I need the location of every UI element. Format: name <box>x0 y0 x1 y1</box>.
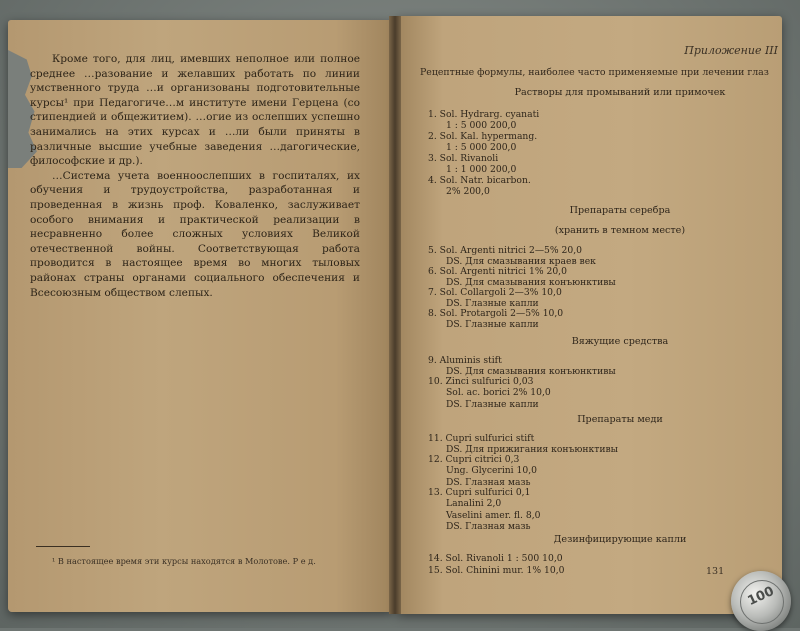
recipe-line: DS. Глазная мазь <box>446 521 531 533</box>
recipe-line: Sol. ac. borici 2% 10,0 <box>446 387 551 399</box>
recipe-line: 7. Sol. Collargoli 2—3% 10,0 <box>428 287 562 298</box>
appendix-title: Приложение III <box>684 44 778 57</box>
recipe-item <box>428 376 758 410</box>
recipe-item <box>428 454 758 488</box>
recipe-line: Lanalini 2,0 <box>446 498 502 510</box>
recipe-item <box>428 245 758 268</box>
footnote-divider <box>36 546 90 547</box>
recipe-item <box>428 131 758 154</box>
recipe-item <box>428 175 758 198</box>
coin-label: 100 <box>745 583 777 610</box>
recipe-line: DS. Для смазывания конъюнктивы <box>446 277 616 289</box>
recipe-line: 1. Sol. Hydrarg. cyanati <box>428 109 540 120</box>
recipe-line: 3. Sol. Rivanoli <box>428 153 499 164</box>
recipe-line: 6. Sol. Argenti nitrici 1% 20,0 <box>428 266 567 277</box>
left-page-text <box>30 52 360 300</box>
section-title: Дезинфицирующие капли <box>553 534 687 545</box>
recipe-line: DS. Глазные капли <box>446 398 539 410</box>
recipe-line: 13. Cupri sulfurici 0,1 <box>428 487 531 498</box>
paragraph: …Система учета военноослепших в госпиталях, их обучения и трудоустройства, разработанная и проведенная в жизнь проф. Коваленко, заслуживает особого внимания и практической реализации в несравненно более сложных условиях Великой отечественной войны. Соответствующая работа проводится в настоящее время во многих тыловых районах страны органами социального обеспечения и Всесоюзным обществом слепых. <box>30 169 360 299</box>
recipe-line: 9. Aluminis stift <box>428 355 502 366</box>
recipes-heading: Рецептные формулы, наиболее часто применяемые при лечении глаз <box>420 67 769 78</box>
recipe-item <box>428 109 758 132</box>
section-subtitle: (хранить в темном месте) <box>554 225 686 236</box>
book-spine <box>389 16 401 614</box>
recipe-item <box>428 355 758 378</box>
recipe-line: DS. Глазная мазь <box>446 476 531 488</box>
recipe-line: 2. Sol. Kal. hypermang. <box>428 131 538 142</box>
recipe-line: 8. Sol. Protargoli 2—5% 10,0 <box>428 308 564 319</box>
recipe-item <box>428 433 758 456</box>
page-number: 131 <box>706 566 725 577</box>
section-title: Препараты серебра <box>569 205 671 216</box>
recipe-line: 1 : 5 000 200,0 <box>446 142 517 154</box>
recipe-line: 1 : 1 000 200,0 <box>446 164 517 176</box>
recipe-line: 1 : 5 000 200,0 <box>446 120 517 132</box>
recipe-line: 14. Sol. Rivanoli 1 : 500 10,0 <box>428 553 563 564</box>
recipe-line: DS. Глазные капли <box>446 319 539 331</box>
recipe-line: DS. Глазные капли <box>446 298 539 310</box>
recipe-line: Vaselini amer. fl. 8,0 <box>446 509 541 521</box>
recipe-line: 10. Zinci sulfurici 0,03 <box>428 376 534 387</box>
recipe-line: DS. Для прижигания конъюнктивы <box>446 444 618 456</box>
coin <box>731 571 791 631</box>
recipe-item <box>428 487 758 533</box>
recipe-line: 15. Sol. Chinini mur. 1% 10,0 <box>428 565 565 576</box>
section-title: Растворы для промываний или примочек <box>514 87 726 98</box>
section-title: Вяжущие средства <box>571 336 669 347</box>
recipe-item <box>428 553 758 564</box>
paragraph: Кроме того, для лиц, имевших неполное или полное среднее …разование и желавших работать по линии умственного труда …и организованы подготовительные курсы¹ при Педагогиче…м институте имени Герцена (со стипендией и общежитием). …огие из ослепших успешно занимались на этих курсах и …ли были приняты в различные высшие учебные заведения …дагогические, философские и др.). <box>30 53 360 168</box>
recipe-line: DS. Для смазывания краев век <box>446 256 596 268</box>
recipe-line: 2% 200,0 <box>446 186 490 198</box>
recipe-item <box>428 308 758 331</box>
recipe-line: 11. Cupri sulfurici stift <box>428 433 535 444</box>
recipe-item <box>428 266 758 289</box>
recipe-line: Ung. Glycerini 10,0 <box>446 465 537 477</box>
recipe-line: 12. Cupri citrici 0,3 <box>428 454 520 465</box>
recipe-item <box>428 287 758 310</box>
recipe-item <box>428 153 758 176</box>
recipe-line: 4. Sol. Natr. bicarbon. <box>428 175 531 186</box>
section-title: Препараты меди <box>577 414 663 425</box>
footnote: ¹ В настоящее время эти курсы находятся в Молотове. Р е д. <box>52 556 316 566</box>
recipe-line: DS. Для смазывания конъюнктивы <box>446 366 616 378</box>
recipe-line: 5. Sol. Argenti nitrici 2—5% 20,0 <box>428 245 582 256</box>
